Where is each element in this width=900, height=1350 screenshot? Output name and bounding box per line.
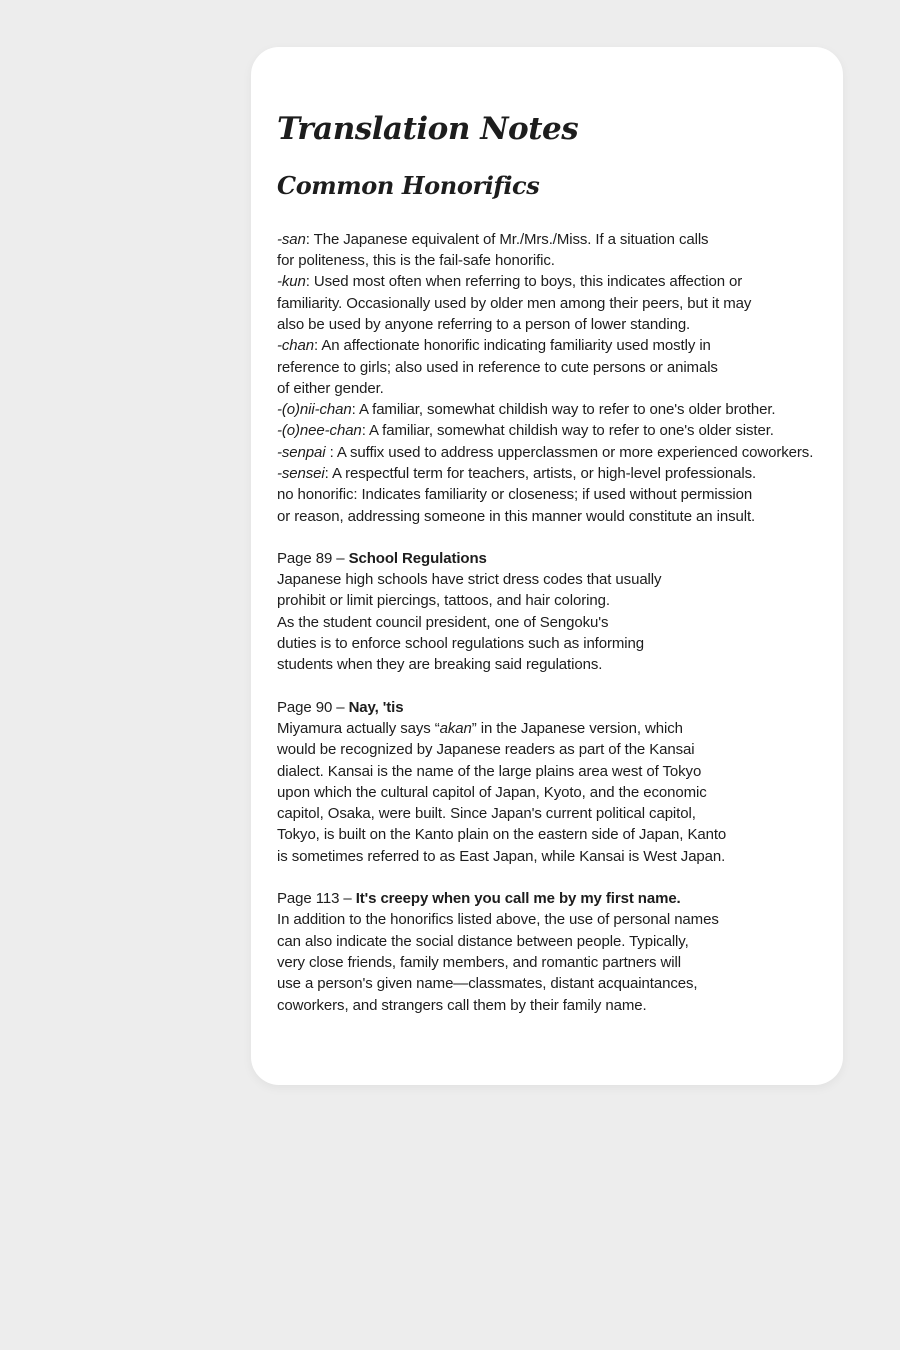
text-line: coworkers, and strangers call them by their family name. (277, 996, 647, 1014)
text-line: is sometimes referred to as East Japan, while Kansai is West Japan. (277, 847, 726, 865)
text-line: upon which the cultural capitol of Japan, Kyoto, and the economic (277, 783, 707, 801)
text-line: Japanese high schools have strict dress codes that usually (277, 571, 662, 589)
note-page-113 (277, 888, 807, 1016)
text-line: Page 89 – School Regulations (277, 549, 487, 567)
text-line: very close friends, family members, and romantic partners will (277, 953, 681, 971)
note-page-90 (277, 697, 807, 867)
text-line: As the student council president, one of Sengoku's (277, 613, 609, 631)
text-line: -chan: An affectionate honorific indicating familiarity used mostly in (277, 337, 711, 355)
text-line: Page 90 – Nay, 'tis (277, 698, 404, 716)
text-line: -senpai : A suffix used to address upperclassmen or more experienced coworkers. (277, 443, 814, 461)
text-line: Tokyo, is built on the Kanto plain on the eastern side of Japan, Kanto (277, 826, 727, 844)
page-title: Translation Notes (277, 111, 579, 147)
text-line: -(o)nii-chan: A familiar, somewhat childish way to refer to one's older brother. (277, 401, 776, 419)
text-line: prohibit or limit piercings, tattoos, and hair coloring. (277, 592, 610, 610)
text-line: no honorific: Indicates familiarity or closeness; if used without permission (277, 486, 753, 504)
text-line: -sensei: A respectful term for teachers, artists, or high-level professionals. (277, 465, 757, 482)
note-page-89 (277, 548, 807, 676)
text-line: familiarity. Occasionally used by older men among their peers, but it may (277, 294, 752, 312)
translation-notes-card (251, 47, 843, 1085)
text-line: of either gender. (277, 379, 384, 397)
text-line: -kun: Used most often when referring to boys, this indicates affection or (277, 273, 743, 291)
text-line: also be used by anyone referring to a person of lower standing. (277, 315, 691, 333)
text-line: or reason, addressing someone in this manner would constitute an insult. (277, 507, 756, 525)
text-line: capitol, Osaka, were built. Since Japan's current political capitol, (277, 805, 696, 823)
text-line: would be recognized by Japanese readers as part of the Kansai (277, 741, 695, 759)
text-line: use a person's given name—classmates, distant acquaintances, (277, 975, 698, 993)
text-line: -san: The Japanese equivalent of Mr./Mrs./Miss. If a situation calls (277, 230, 709, 248)
text-line: -(o)nee-chan: A familiar, somewhat childish way to refer to one's older sister. (277, 422, 774, 440)
text-line: duties is to enforce school regulations such as informing (277, 635, 645, 653)
text-line: students when they are breaking said regulations. (277, 656, 603, 674)
text-line: Miyamura actually says “akan” in the Japanese version, which (277, 719, 683, 737)
text-line: dialect. Kansai is the name of the large plains area west of Tokyo (277, 762, 702, 780)
honorifics-block (277, 229, 814, 527)
text-line: for politeness, this is the fail-safe honorific. (277, 252, 555, 270)
section-heading: Common Honorifics (277, 170, 540, 200)
text-line: Page 113 – It's creepy when you call me by my first name. (277, 890, 681, 908)
text-line: reference to girls; also used in reference to cute persons or animals (277, 358, 718, 376)
text-line: can also indicate the social distance between people. Typically, (277, 932, 689, 950)
text-line: In addition to the honorifics listed above, the use of personal names (277, 911, 719, 929)
card-content (251, 47, 843, 1016)
